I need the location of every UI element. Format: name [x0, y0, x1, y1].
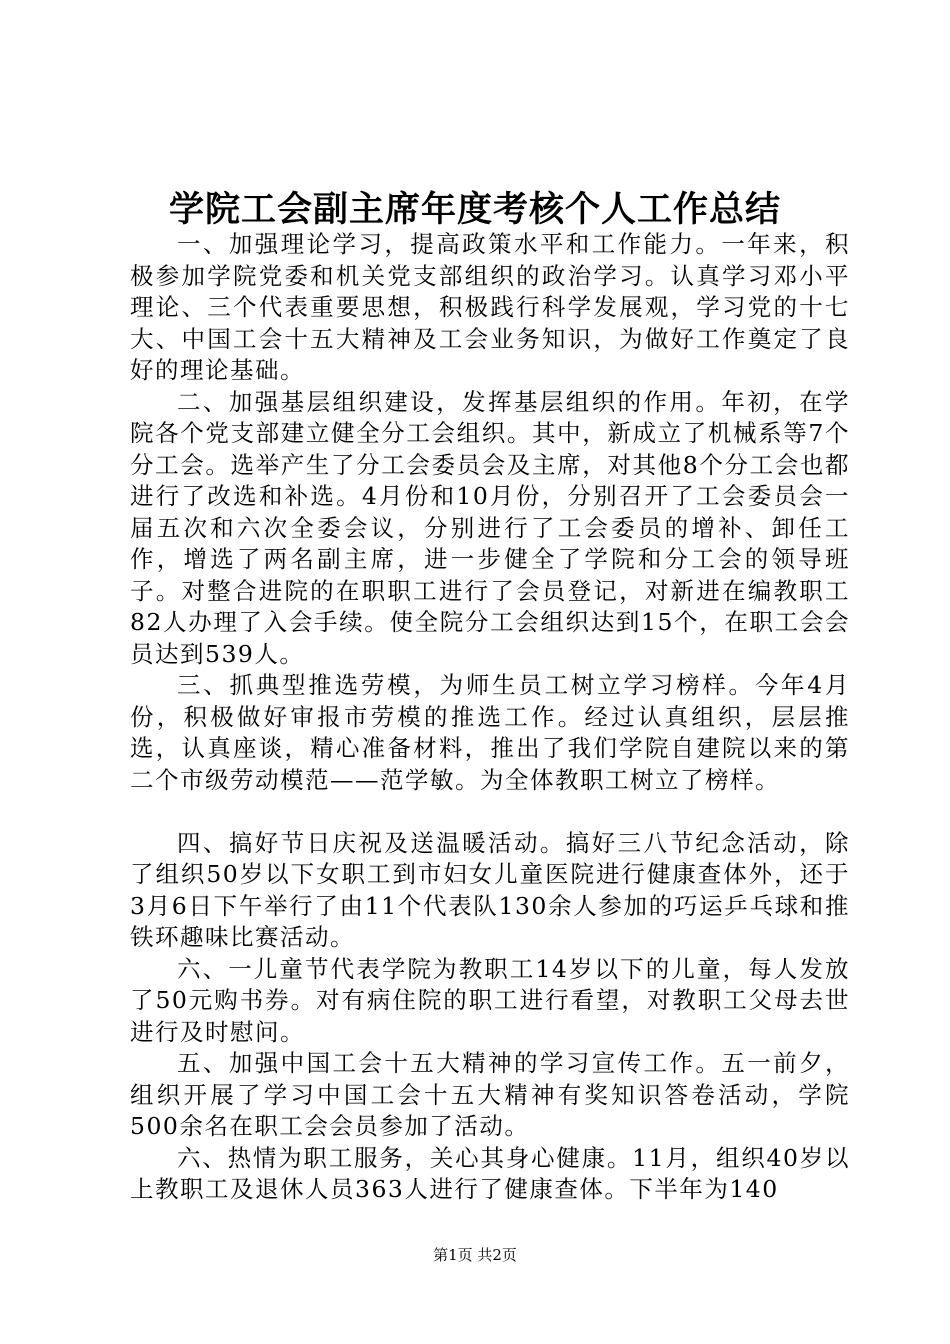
paragraph-model-worker: 三、抓典型推选劳模，为师生员工树立学习榜样。今年4月份，积极做好审报市劳模的推选工作。经过认真组织，层层推选，认真座谈，精心准备材料，推出了我们学院自建院以来的第二个市级劳动模范——范学敏。为全体教职工树立了榜样。	[130, 671, 850, 794]
page-number-footer: 第1页 共2页	[433, 1246, 517, 1264]
paragraph-grassroots-organization: 二、加强基层组织建设，发挥基层组织的作用。年初，在学院各个党支部建立健全分工会组织。其中，新成立了机械系等7个分工会。选举产生了分工会委员会及主席，对其他8个分工会也都进行了改选和补选。4月份和10月份，分别召开了工会委员会一届五次和六次全委会议，分别进行了工会委员的增补、卸任工作，增选了两名副主席，进一步健全了学院和分工会的领导班子。对整合进院的在职职工进行了会员登记，对新进在编教职工82人办理了入会手续。使全院分工会组织达到15个，在职工会会员达到539人。	[130, 387, 850, 668]
paragraph-union-congress-study: 五、加强中国工会十五大精神的学习宣传工作。五一前夕，组织开展了学习中国工会十五大精神有奖知识答卷活动，学院500余名在职工会会员参加了活动。	[130, 1049, 850, 1140]
paragraph-theory-study: 一、加强理论学习，提高政策水平和工作能力。一年来，积极参加学院党委和机关党支部组织的政治学习。认真学习邓小平理论、三个代表重要思想，积极践行科学发展观，学习党的十七大、中国工会十五大精神及工会业务知识，为做好工作奠定了良好的理论基础。	[130, 230, 850, 384]
paragraph-holiday-activities: 四、搞好节日庆祝及送温暖活动。搞好三八节纪念活动，除了组织50岁以下女职工到市妇女儿童医院进行健康查体外，还于3月6日下午举行了由11个代表队130余人参加的巧运乒乓球和推铁环趣味比赛活动。	[130, 828, 850, 951]
document-title: 学院工会副主席年度考核个人工作总结	[168, 189, 781, 230]
paragraph-staff-service: 六、热情为职工服务，关心其身心健康。11月，组织40岁以上教职工及退休人员363人进行了健康查体。下半年为140	[130, 1143, 850, 1203]
paragraph-childrens-day: 六、一儿童节代表学院为教职工14岁以下的儿童，每人发放了50元购书券。对有病住院的职工进行看望，对教职工父母去世进行及时慰问。	[130, 954, 850, 1046]
document-body	[130, 229, 850, 1206]
